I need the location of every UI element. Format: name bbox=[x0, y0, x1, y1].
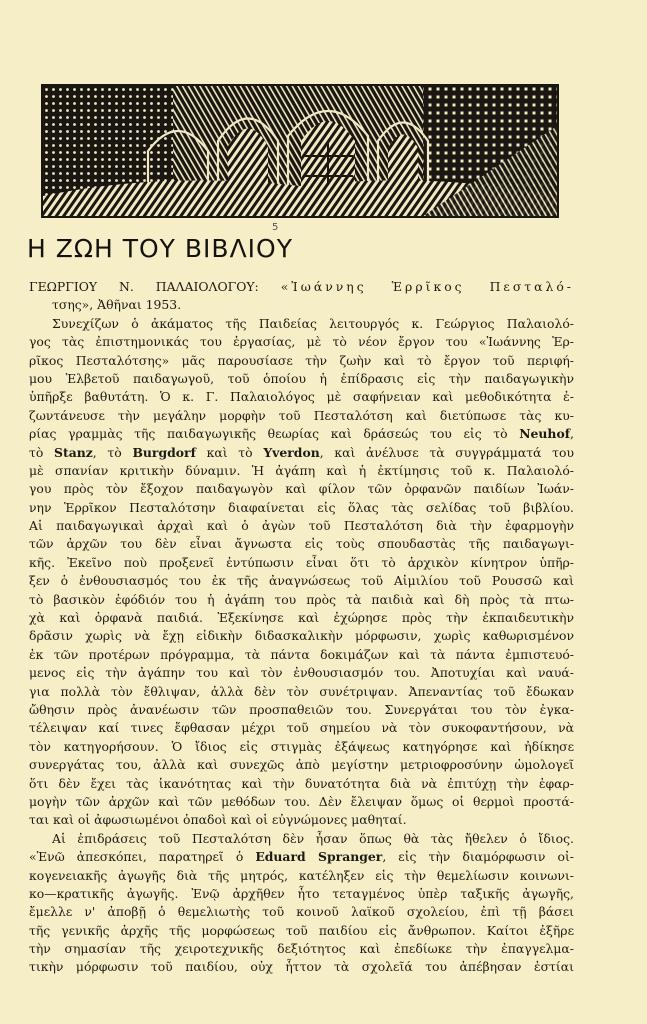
text-line: συνεργάτας του, ἀλλὰ καὶ συνεχῶς ἀπὸ μεγίστην μετριοφροσύνην ὡμολογεῖ bbox=[29, 757, 574, 773]
woodcut-header-illustration bbox=[41, 84, 559, 218]
review-article bbox=[29, 278, 574, 977]
text-line: κογενειακῆς ἀγωγῆς διὰ τῆς μητρός, κατέληξεν εἰς τὴν θεμελίωσιν κοινωνι- bbox=[29, 867, 574, 883]
text-line: ἔμελλε ν' ἀποβῇ ὁ θεμελιωτὴς τοῦ κοινοῦ λαϊκοῦ σχολείου, ἐπὶ τῇ βάσει bbox=[29, 904, 574, 920]
bold-proper-name: Neuhof bbox=[519, 426, 571, 442]
text-line: κῆς. Ἐκεῖνο ποὺ προξενεῖ ἐντύπωσιν εἶναι ὅτι τὸ ἀρχικὸν κίνητρον ὑπῆρ- bbox=[29, 554, 574, 570]
text-line: τὸ βασικὸν ἐφόδιόν του ἡ ἀγάπη του πρὸς τὰ παιδιὰ καὶ δὴ πρὸς τὰ πτω- bbox=[29, 591, 574, 607]
text-line: Αἱ ἐπιδράσεις τοῦ Πεσταλότση δὲν ἦσαν ὅπως θὰ τὰς ἤθελεν ὁ ἴδιος. bbox=[52, 830, 574, 846]
page-number: 5 bbox=[272, 222, 279, 233]
text-line: για πολλὰ τὸν ἔθλιψαν, ἀλλὰ δὲν τὸν συνέτριψαν. Ἀπεναντίας τοῦ ἔδωκαν bbox=[29, 683, 574, 699]
bold-proper-name: Yverdon bbox=[263, 444, 320, 460]
text-line: μογὴν τῶν ἀρχῶν καὶ τῶν μεθόδων του. Δὲν ἔλειψαν ὅμως οἱ θερμοὶ προστά- bbox=[29, 793, 574, 809]
text-line: μὲ σπανίαν κριτικὴν δύναμιν. Ἡ ἀγάπη καὶ ἡ ἐκτίμησις τοῦ κ. Παλαιολό- bbox=[29, 462, 574, 478]
citation-line bbox=[29, 278, 574, 296]
section-title: Η ΖΩΗ ΤΟΥ ΒΙΒΛΙΟΥ bbox=[27, 234, 293, 263]
text-line: ὅτι δὲν ἔχει τὰς ἱκανότητας καὶ τὴν δυνατότητα διὰ νὰ ἐπιτύχῃ τὴν ἐφαρ- bbox=[29, 775, 574, 791]
text-line: τέλειψαν καί τινες ἔφθασαν μέχρι τοῦ σημείου νὰ τὸν συκοφαντήσουν, νὰ bbox=[29, 720, 574, 736]
text-line: ρῖκος Πεσταλότσης» μᾶς παρουσίασε τὴν ζωὴν καὶ τὸ ἔργον τοῦ περιφή- bbox=[29, 352, 574, 368]
text-line: νην Ἑρρῖκον Πεσταλότσην διαφαίνεται εἰς ὅλας τὰς σελίδας τοῦ βιβλίου. bbox=[29, 499, 574, 515]
text-line: μενος εἰς τὴν ἀγάπην του καὶ τὸν ἐνθουσιασμόν του. Ἀποτυχίαι καὶ ναυά- bbox=[29, 665, 574, 681]
bold-proper-name: Eduard Spranger bbox=[255, 849, 383, 865]
text-line: Αἱ παιδαγωγικαὶ ἀρχαὶ καὶ ὁ ἀγὼν τοῦ Πεσταλότση διὰ τὴν ἐφαρμογὴν bbox=[29, 518, 574, 534]
text-line: «Ἐνῶ ἀπεσκόπει, παρατηρεῖ ὁ Eduard Spranger, εἰς τὴν διαμόρφωσιν οἰ- bbox=[29, 849, 574, 865]
text-line: ὤθησιν πρὸς ἀνανέωσιν τῶν προσπαθειῶν του. Συνεργάται του τὸν ἐγκα- bbox=[29, 701, 574, 717]
citation-author: ΓΕΩΡΓΙΟΥ Ν. ΠΑΛΑΙΟΛΟΓΟΥ: bbox=[29, 279, 259, 294]
text-line: χὰ καὶ ὀρφανὰ παιδιά. Ἐξεκίνησε καὶ ἐχώρησε πρὸς τὴν ἐκπαιδευτικὴν bbox=[29, 610, 574, 626]
text-line: μου Ἐλβετοῦ παιδαγωγοῦ, τοῦ ὁποίου ἡ ἐπίδρασις εἰς τὴν παιδαγωγικὴν bbox=[29, 370, 574, 386]
text-line: κο—κρατικῆς ἀγωγῆς. Ἐνῷ ἀρχῆθεν ἦτο τεταγμένος ὑπὲρ ταξικῆς ἀγωγῆς, bbox=[29, 885, 574, 901]
text-line: ρίας γραμμὰς τῆς παιδαγωγικῆς θεωρίας καὶ δράσεώς του εἰς τὸ Neuhof, bbox=[29, 426, 574, 442]
text-line: τὴν σημασίαν τῆς χειροτεχνικῆς δεξιότητος καὶ ἐπεδίωκε τὴν ἐπαγγελμα- bbox=[29, 941, 574, 957]
bold-proper-name: Stanz bbox=[54, 444, 93, 460]
citation-line-2: τσης», Ἀθῆναι 1953. bbox=[52, 297, 182, 313]
bold-proper-name: Burgdorf bbox=[132, 444, 196, 460]
text-line: ξεν ὁ ἐνθουσιασμός του ἐκ τῆς ἀναγνώσεως τοῦ Αἰμιλίου τοῦ Ρουσσῶ καὶ bbox=[29, 573, 574, 589]
text-line: τὸ Stanz, τὸ Burgdorf καὶ τὸ Yverdon, καὶ ἀνέλυσε τὰ συγγράμματά του bbox=[29, 444, 574, 460]
citation-title: «Ἰωάννης Ἑρρῖκος Πεσταλό- bbox=[280, 279, 574, 294]
text-line: τῆς γενικῆς ἀρχῆς τῆς μορφώσεως τοῦ παιδίου εἰς ἄνθρωπον. Καίτοι ἐξῆρε bbox=[29, 922, 574, 938]
text-line: τῶν ἀρχῶν του δὲν εἶναι ἄγνωστα εἰς τοὺς σπουδαστὰς τῆς παιδαγωγι- bbox=[29, 536, 574, 552]
text-line: ἐκ τῶν προτέρων πρόγραμμα, τὰ πάντα δοκιμάζων καὶ τὰ πάντα ἐμπιστευό- bbox=[29, 646, 574, 662]
text-line: ὑπῆρξε βαθυτάτη. Ὁ κ. Γ. Παλαιολόγος μὲ σαφήνειαν καὶ μεθοδικότητα ἐ- bbox=[29, 389, 574, 405]
text-line: γος τὰς ἐπιστημονικάς του ἐργασίας, μὲ τὸ νέον ἔργον του «Ἰωάννης Ἑρ- bbox=[29, 334, 574, 350]
text-line: γου πρὸς τὸν ἔξοχον παιδαγωγὸν καὶ φίλον τῶν ὀρφανῶν παιδίων Ἰωάν- bbox=[29, 481, 574, 497]
text-line: ται καὶ οἱ ἀφωσιωμένοι ὀπαδοὶ καὶ οἱ εὐγνώμονες μαθηταί. bbox=[29, 812, 407, 828]
text-line: ζωντάνευσε τὴν μεγάλην μορφὴν τοῦ Πεσταλότση καὶ διετύπωσε τὰς κυ- bbox=[29, 407, 574, 423]
text-line: τικὴν μόρφωσιν τοῦ παιδίου, οὐχ ἧττον τὰ σχολεῖά του ἀπέβησαν ἐστίαι bbox=[29, 959, 574, 975]
text-line: τὸν κατηγορήσουν. Ὁ ἴδιος εἰς στιγμὰς ἐξάψεως κατηγόρησε καὶ ἠδίκησε bbox=[29, 738, 574, 754]
text-line: δρᾶσιν χωρὶς νὰ ἔχῃ εἰδικὴν διδασκαλικὴν μόρφωσιν, χωρὶς καθωρισμένον bbox=[29, 628, 574, 644]
text-line: Συνεχίζων ὁ ἀκάματος τῆς Παιδείας λειτουργός κ. Γεώργιος Παλαιολό- bbox=[52, 315, 574, 331]
